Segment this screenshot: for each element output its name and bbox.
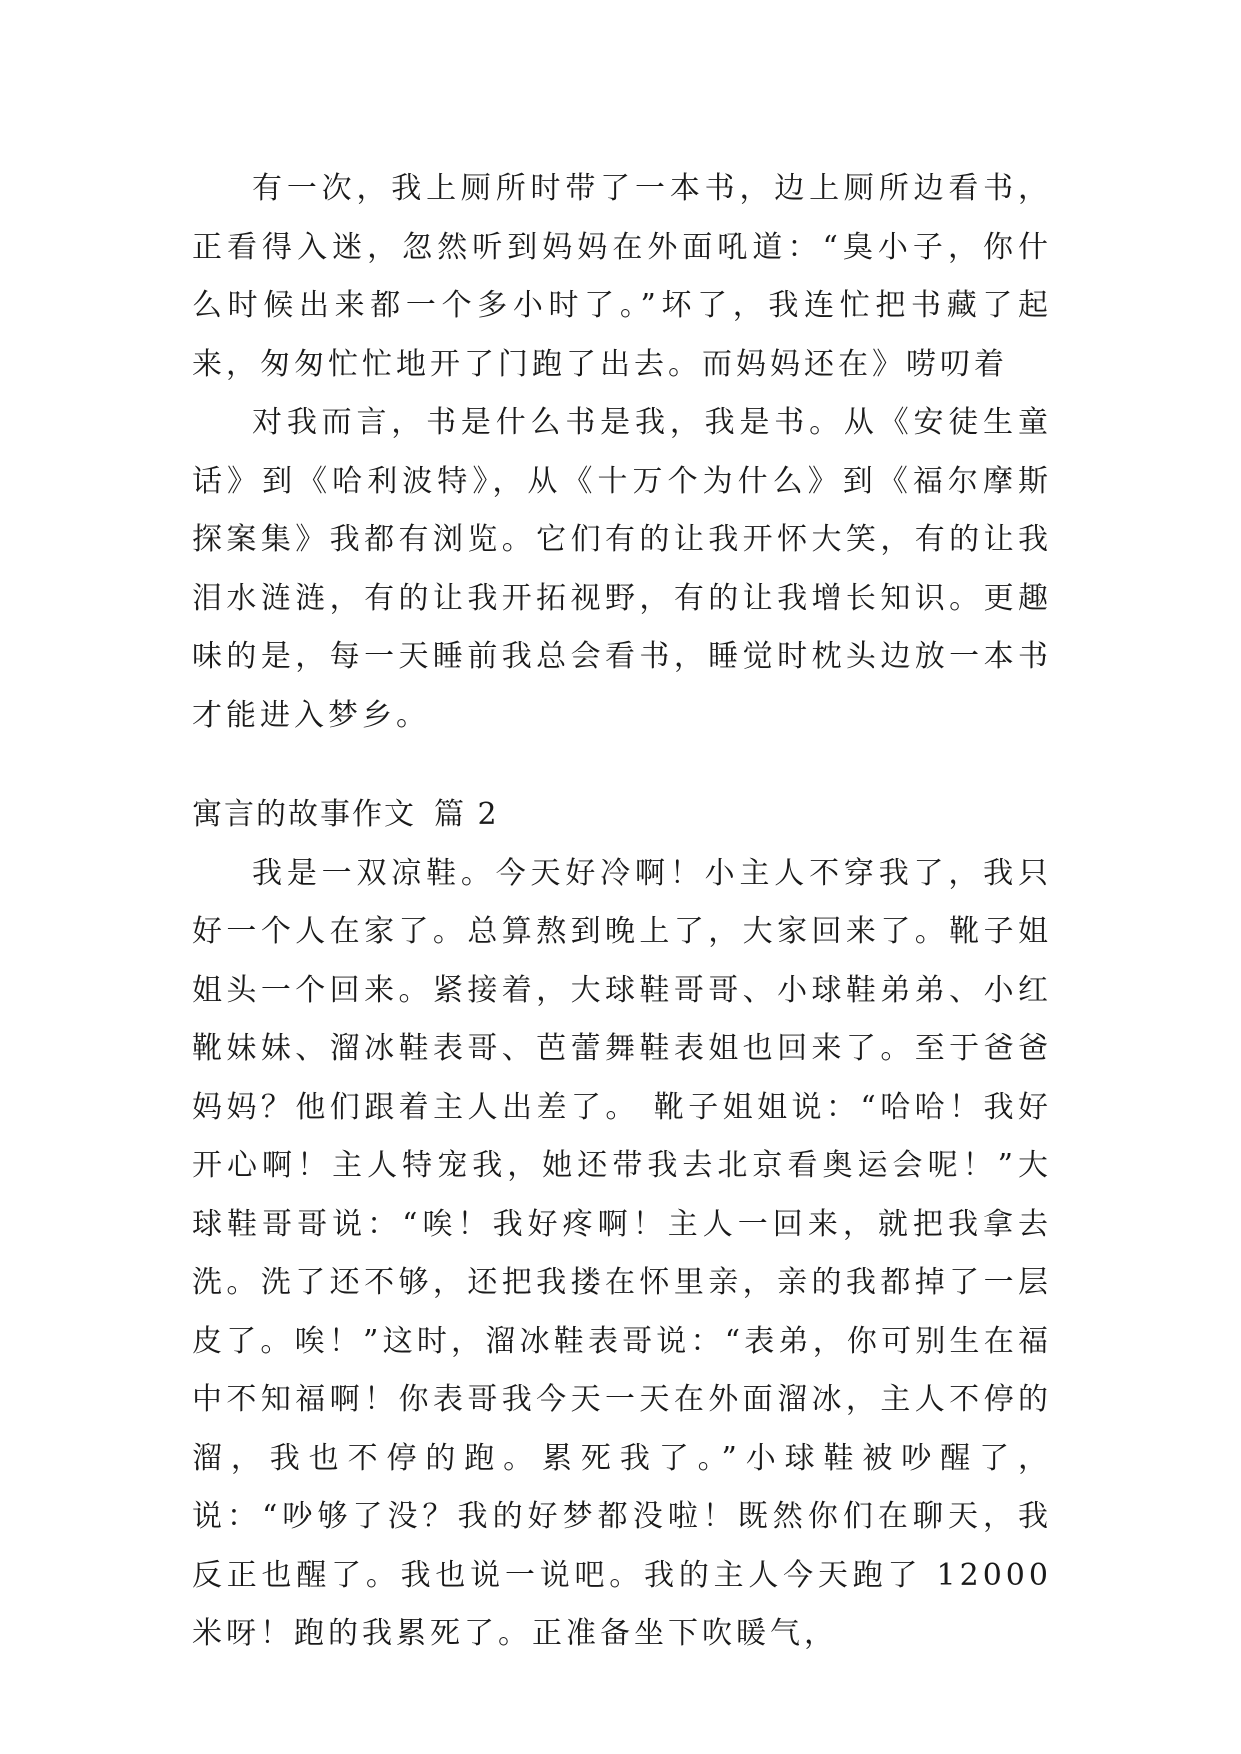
paragraph-text: 有一次，我上厕所时带了一本书，边上厕所边看书，正看得入迷，忽然听到妈妈在外面吼道：“臭小子，你什么时候出来都一个多小时了。”坏了，我连忙把书藏了起来，匆匆忙忙地开了门跑了出去。而妈妈还在》唠叨着 [192,171,1052,382]
paragraph-reading-on-toilet [192,160,1052,394]
paragraph-what-books-mean [192,394,1052,745]
paragraph-sandals-story [192,845,1052,1664]
section-title: 寓言的故事作文 [192,797,416,832]
section-heading [192,786,1052,845]
document-body [192,160,1052,1664]
paragraph-text: 对我而言，书是什么书是我，我是书。从《安徒生童话》到《哈利波特》，从《十万个为什么》到《福尔摩斯探案集》我都有浏览。它们有的让我开怀大笑，有的让我泪水涟涟，有的让我开拓视野，有的让我增长知识。更趣味的是，每一天睡前我总会看书，睡觉时枕头边放一本书才能进入梦乡。 [192,405,1052,733]
paragraph-text: 我是一双凉鞋。今天好冷啊！小主人不穿我了，我只好一个人在家了。总算熬到晚上了，大家回来了。靴子姐姐头一个回来。紧接着，大球鞋哥哥、小球鞋弟弟、小红靴妹妹、溜冰鞋表哥、芭蕾舞鞋表姐也回来了。至于爸爸妈妈？他们跟着主人出差了。 靴子姐姐说：“哈哈！我好开心啊！主人特宠我，她还带我去北京看奥运会呢！”大球鞋哥哥说：“唉！我好疼啊！主人一回来，就把我拿去洗。洗了还不够，还把我搂在怀里亲，亲的我都掉了一层皮了。唉！”这时，溜冰鞋表哥说：“表弟，你可别生在福中不知福啊！你表哥我今天一天在外面溜冰，主人不停的溜，我也不停的跑。累死我了。”小球鞋被吵醒了，说：“吵够了没？我的好梦都没啦！既然你们在聊天，我反正也醒了。我也说一说吧。我的主人今天跑了 12000 米呀！跑的我累死了。正准备坐下吹暖气， [192,855,1052,1651]
section-part-number: 篇 2 [434,797,499,832]
